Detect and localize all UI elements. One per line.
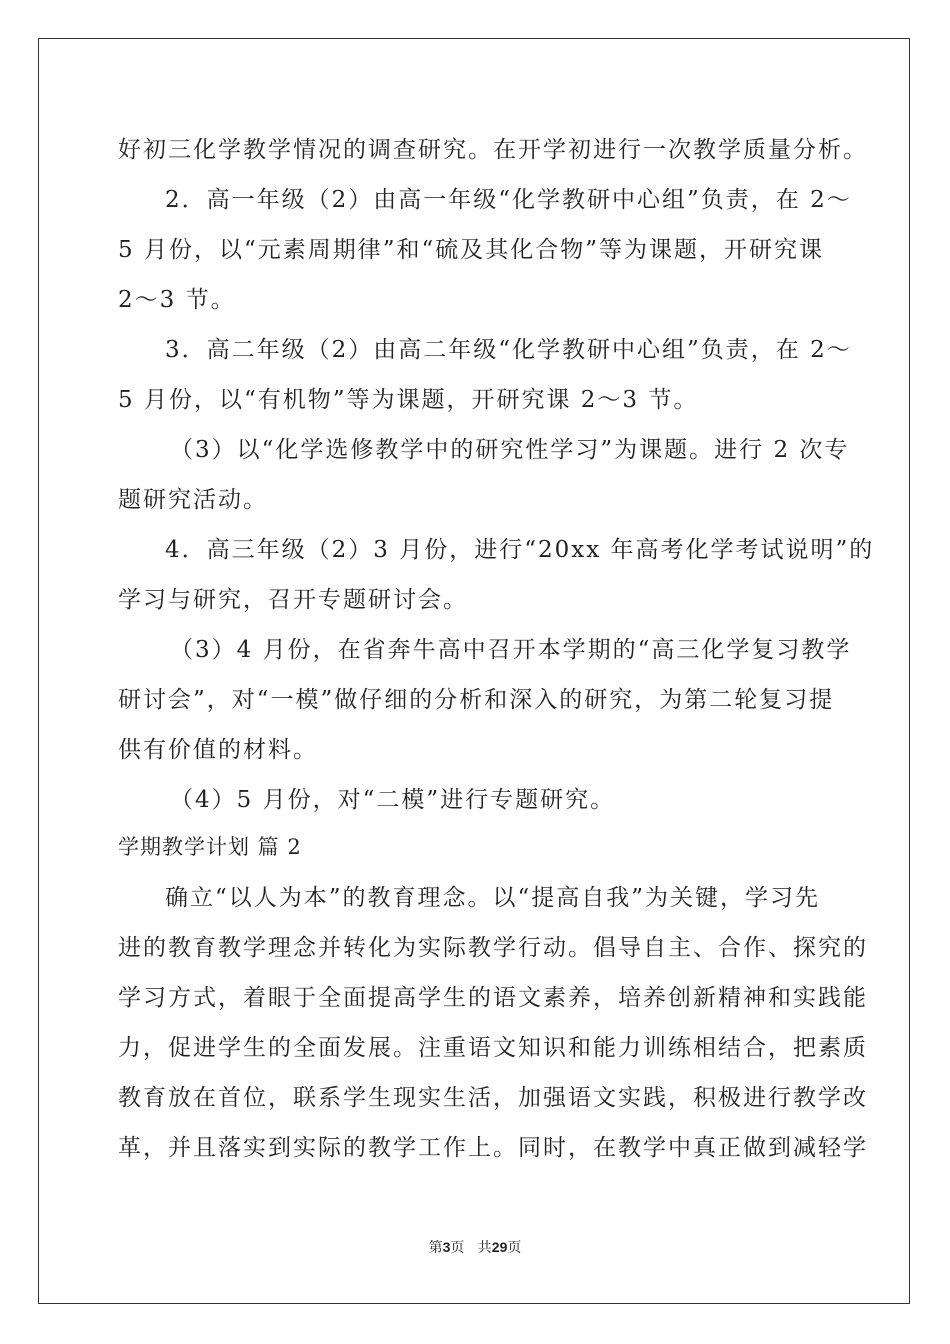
text-line: 力，促进学生的全面发展。注重语文知识和能力训练相结合，把素质 [118,1035,868,1061]
text-line: （3）4 月份，在省奔牛高中召开本学期的“高三化学复习教学 [170,637,852,663]
text-line: 4．高三年级（2）3 月份，进行“20xx 年高考化学考试说明”的 [165,537,875,563]
text-line: 学习方式，着眼于全面提高学生的语文素养，培养创新精神和实践能 [118,985,868,1011]
text-line: 2～3 节。 [118,287,236,313]
footer-prefix: 第 [428,1240,443,1256]
text-line: 5 月份，以“元素周期律”和“硫及其化合物”等为课题，开研究课 [118,237,824,263]
page-footer [0,1237,950,1257]
text-line: 确立“以人为本”的教育理念。以“提高自我”为关键，学习先 [165,885,821,911]
total-pages-number: 29 [491,1239,508,1255]
section-heading: 学期教学计划 篇 2 [118,835,302,859]
footer-total-prefix: 共 [477,1240,492,1256]
text-line: 供有价值的材料。 [118,737,318,763]
text-line: 教育放在首位，联系学生现实生活，加强语文实践，积极进行教学改 [118,1085,868,1111]
text-line: 研讨会”，对“一模”做仔细的分析和深入的研究，为第二轮复习提 [118,687,835,713]
text-line: 题研究活动。 [118,487,268,513]
text-line: （3）以“化学选修教学中的研究性学习”为课题。进行 2 次专 [170,437,850,463]
page-border [38,38,910,1304]
text-line: 学习与研究，召开专题研讨会。 [118,587,468,613]
text-line: 5 月份，以“有机物”等为课题，开研究课 2～3 节。 [118,387,699,413]
text-line: 进的教育教学理念并转化为实际教学行动。倡导自主、合作、探究的 [118,935,868,961]
footer-total-suffix: 页 [507,1240,522,1256]
text-line: 好初三化学教学情况的调查研究。在开学初进行一次教学质量分析。 [118,137,868,163]
text-line: 3．高二年级（2）由高二年级“化学教研中心组”负责，在 2～ [165,337,852,363]
text-line: 2．高一年级（2）由高一年级“化学教研中心组”负责，在 2～ [165,187,852,213]
current-page-number: 3 [442,1239,451,1255]
text-line: 革，并且落实到实际的教学工作上。同时，在教学中真正做到减轻学 [118,1135,868,1161]
footer-page-suffix: 页 [450,1240,465,1256]
text-line: （4）5 月份，对“二模”进行专题研究。 [170,787,616,813]
